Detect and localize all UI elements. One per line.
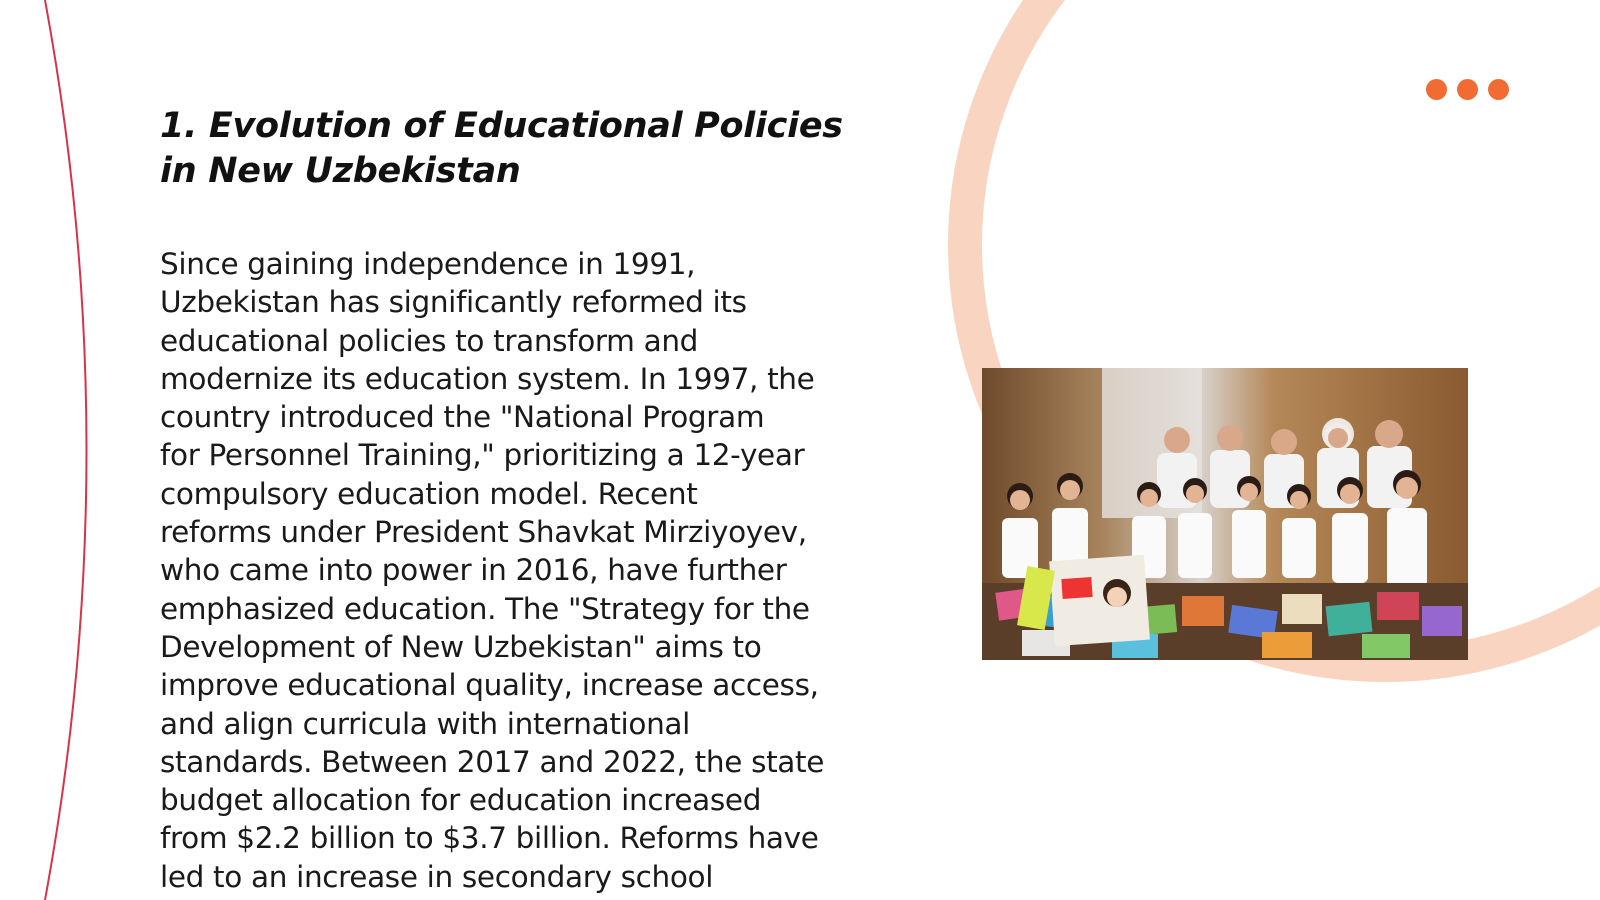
body-line: educational policies to transform and (160, 323, 699, 358)
body-line: budget allocation for education increased (160, 783, 762, 818)
left-curve-line (45, 0, 87, 900)
body-line: modernize its education system. In 1997, the (160, 361, 815, 396)
body-line: Uzbekistan has significantly reformed its (160, 285, 747, 320)
dot (1457, 79, 1478, 100)
body-line: standards. Between 2017 and 2022, the state (160, 744, 825, 779)
three-dots-icon[interactable] (1426, 79, 1509, 100)
body-line: improve educational quality, increase access, (160, 668, 819, 703)
body-line: compulsory education model. Recent (160, 476, 698, 511)
photo-illustration (982, 368, 1468, 660)
body-line: and align curricula with international (160, 706, 691, 741)
body-line: led to an increase in secondary school (160, 859, 714, 894)
body-line: from $2.2 billion to $3.7 billion. Reforms have (160, 821, 819, 856)
body-line: for Personnel Training," prioritizing a 12-year (160, 438, 805, 473)
body-line: reforms under President Shavkat Mirziyoyev, (160, 515, 807, 550)
slide-body-text (160, 245, 850, 896)
dot (1426, 79, 1447, 100)
dot (1488, 79, 1509, 100)
body-line: who came into power in 2016, have further (160, 553, 787, 588)
slide-title: 1. Evolution of Educational Policies in New Uzbekistan (160, 106, 843, 191)
classroom-photo (982, 368, 1468, 660)
body-line: country introduced the "National Program (160, 400, 765, 435)
body-line: emphasized education. The "Strategy for the (160, 591, 810, 626)
body-line: Since gaining independence in 1991, (160, 247, 696, 281)
body-line: Development of New Uzbekistan" aims to (160, 629, 762, 664)
